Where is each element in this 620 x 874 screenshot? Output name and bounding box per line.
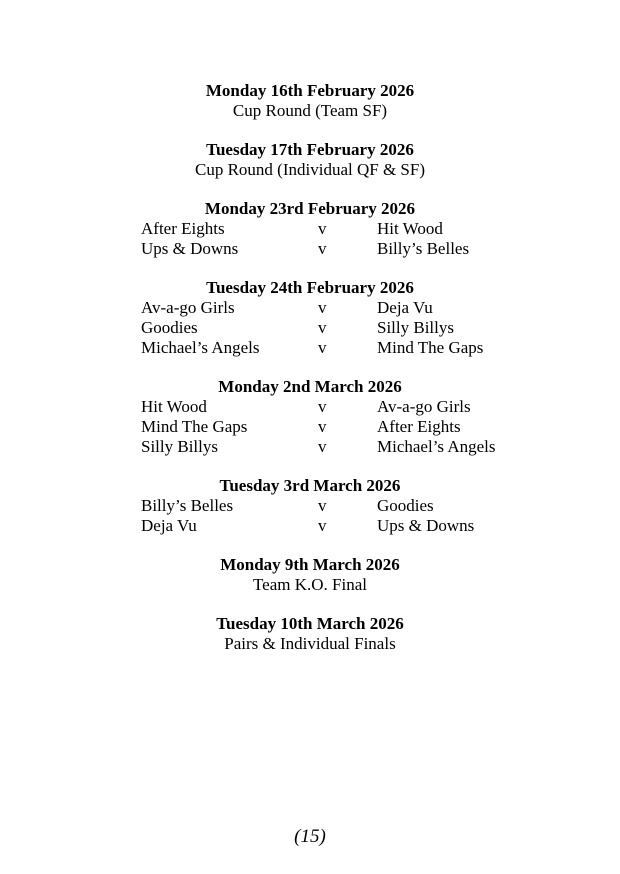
schedule-section (0, 278, 620, 358)
section-note: Cup Round (Individual QF & SF) (195, 160, 425, 179)
away-team: Michael’s Angels (377, 437, 496, 456)
match-row (0, 318, 620, 338)
page-number: (15) (294, 826, 326, 847)
home-team: Hit Wood (141, 397, 207, 416)
away-team: After Eights (377, 417, 461, 436)
schedule-section (0, 81, 620, 121)
match-row (0, 239, 620, 259)
section-date: Tuesday 3rd March 2026 (219, 476, 401, 495)
home-team: Ups & Downs (141, 239, 239, 258)
section-note: Team K.O. Final (252, 575, 367, 594)
versus-label: v (318, 338, 327, 357)
home-team: After Eights (141, 219, 225, 238)
section-date: Tuesday 24th February 2026 (206, 278, 414, 297)
home-team: Mind The Gaps (141, 417, 248, 436)
section-date: Monday 16th February 2026 (205, 81, 415, 100)
home-team: Silly Billys (141, 437, 218, 456)
versus-label: v (318, 417, 327, 436)
away-team: Goodies (377, 496, 434, 515)
schedule-section (0, 555, 620, 595)
fixture-schedule (0, 81, 620, 673)
away-team: Av-a-go Girls (377, 397, 471, 416)
section-note: Pairs & Individual Finals (224, 634, 396, 653)
versus-label: v (318, 397, 327, 416)
home-team: Billy’s Belles (141, 496, 234, 515)
versus-label: v (318, 239, 327, 258)
section-date: Monday 9th March 2026 (220, 555, 400, 574)
away-team: Ups & Downs (377, 516, 475, 535)
away-team: Mind The Gaps (377, 338, 484, 357)
versus-label: v (318, 437, 327, 456)
away-team: Deja Vu (377, 298, 433, 317)
away-team: Billy’s Belles (377, 239, 470, 258)
schedule-section (0, 476, 620, 536)
versus-label: v (318, 219, 327, 238)
match-row (0, 338, 620, 358)
match-row (0, 397, 620, 417)
home-team: Goodies (141, 318, 198, 337)
home-team: Av-a-go Girls (141, 298, 235, 317)
home-team: Deja Vu (141, 516, 197, 535)
versus-label: v (318, 516, 327, 535)
match-row (0, 298, 620, 318)
section-date: Monday 23rd February 2026 (204, 199, 416, 218)
match-row (0, 219, 620, 239)
match-row (0, 496, 620, 516)
match-row (0, 417, 620, 437)
section-date: Tuesday 10th March 2026 (216, 614, 404, 633)
section-date: Tuesday 17th February 2026 (206, 140, 414, 159)
versus-label: v (318, 298, 327, 317)
schedule-section (0, 377, 620, 457)
away-team: Hit Wood (377, 219, 443, 238)
match-row (0, 437, 620, 457)
versus-label: v (318, 496, 327, 515)
schedule-section (0, 140, 620, 180)
away-team: Silly Billys (377, 318, 454, 337)
schedule-section (0, 199, 620, 259)
versus-label: v (318, 318, 327, 337)
section-note: Cup Round (Team SF) (232, 101, 388, 120)
schedule-section (0, 614, 620, 654)
home-team: Michael’s Angels (141, 338, 260, 357)
section-date: Monday 2nd March 2026 (218, 377, 402, 396)
match-row (0, 516, 620, 536)
